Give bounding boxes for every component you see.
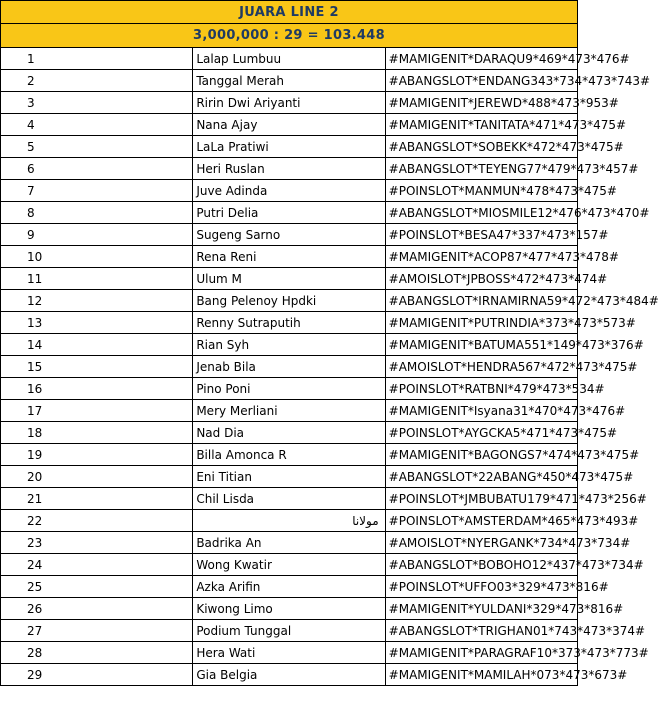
row-number: 1 [1,48,193,70]
table-row [1,400,578,422]
ticket-code: #ABANGSLOT*IRNAMIRNA59*472*473*484# [385,290,577,312]
ticket-code: #POINSLOT*AYGCKA5*471*473*475# [385,422,577,444]
table-row [1,466,578,488]
ticket-code: #ABANGSLOT*ENDANG343*734*473*743# [385,70,577,92]
table-row [1,312,578,334]
row-number: 21 [1,488,193,510]
player-name: Juve Adinda [193,180,385,202]
player-name: Mery Merliani [193,400,385,422]
table-row [1,532,578,554]
ticket-code: #ABANGSLOT*22ABANG*450*473*475# [385,466,577,488]
row-number: 25 [1,576,193,598]
player-name: Bang Pelenoy Hpdki [193,290,385,312]
player-name: مولانا [193,510,385,532]
table-row [1,378,578,400]
player-name: Ririn Dwi Ariyanti [193,92,385,114]
player-name: Lalap Lumbuu [193,48,385,70]
player-name: Rian Syh [193,334,385,356]
player-name: Heri Ruslan [193,158,385,180]
row-number: 7 [1,180,193,202]
player-name: Hera Wati [193,642,385,664]
ticket-code: #MAMIGENIT*PARAGRAF10*373*473*773# [385,642,577,664]
table-row [1,334,578,356]
player-name: Tanggal Merah [193,70,385,92]
ticket-code: #ABANGSLOT*MIOSMILE12*476*473*470# [385,202,577,224]
table-title: JUARA LINE 2 [1,1,578,24]
ticket-code: #POINSLOT*MANMUN*478*473*475# [385,180,577,202]
player-name: Nana Ajay [193,114,385,136]
row-number: 9 [1,224,193,246]
ticket-code: #ABANGSLOT*SOBEKK*472*473*475# [385,136,577,158]
player-name: Rena Reni [193,246,385,268]
player-name: Putri Delia [193,202,385,224]
player-name: Nad Dia [193,422,385,444]
ticket-code: #ABANGSLOT*TEYENG77*479*473*457# [385,158,577,180]
row-number: 13 [1,312,193,334]
row-number: 28 [1,642,193,664]
row-number: 12 [1,290,193,312]
ticket-code: #AMOISLOT*HENDRA567*472*473*475# [385,356,577,378]
ticket-code: #MAMIGENIT*YULDANI*329*473*816# [385,598,577,620]
row-number: 22 [1,510,193,532]
table-row [1,356,578,378]
row-number: 26 [1,598,193,620]
ticket-code: #MAMIGENIT*JEREWD*488*473*953# [385,92,577,114]
row-number: 18 [1,422,193,444]
ticket-code: #POINSLOT*BESA47*337*473*157# [385,224,577,246]
ticket-code: #MAMIGENIT*ACOP87*477*473*478# [385,246,577,268]
ticket-code: #AMOISLOT*NYERGANK*734*473*734# [385,532,577,554]
prize-calculation: 3,000,000 : 29 = 103.448 [1,24,578,48]
table-row [1,422,578,444]
player-name: Kiwong Limo [193,598,385,620]
table-row [1,48,578,70]
ticket-code: #ABANGSLOT*BOBOHO12*437*473*734# [385,554,577,576]
table-row [1,70,578,92]
player-name: Pino Poni [193,378,385,400]
row-number: 19 [1,444,193,466]
player-name: Wong Kwatir [193,554,385,576]
row-number: 17 [1,400,193,422]
player-name: Renny Sutraputih [193,312,385,334]
table-row [1,642,578,664]
player-name: Azka Arifin [193,576,385,598]
subtitle-row [1,24,578,48]
table-row [1,246,578,268]
table-row [1,202,578,224]
player-name: Badrika An [193,532,385,554]
row-number: 16 [1,378,193,400]
table-row [1,136,578,158]
ticket-code: #MAMIGENIT*BATUMA551*149*473*376# [385,334,577,356]
table-row [1,510,578,532]
player-name: Jenab Bila [193,356,385,378]
row-number: 23 [1,532,193,554]
table-row [1,444,578,466]
row-number: 4 [1,114,193,136]
player-name: Gia Belgia [193,664,385,686]
row-number: 20 [1,466,193,488]
ticket-code: #AMOISLOT*JPBOSS*472*473*474# [385,268,577,290]
ticket-code: #POINSLOT*AMSTERDAM*465*473*493# [385,510,577,532]
ticket-code: #POINSLOT*JMBUBATU179*471*473*256# [385,488,577,510]
table-row [1,598,578,620]
table-row [1,180,578,202]
player-name: Billa Amonca R [193,444,385,466]
player-name: Eni Titian [193,466,385,488]
row-number: 15 [1,356,193,378]
table-row [1,290,578,312]
ticket-code: #MAMIGENIT*PUTRINDIA*373*473*573# [385,312,577,334]
row-number: 27 [1,620,193,642]
player-name: Ulum M [193,268,385,290]
row-number: 11 [1,268,193,290]
ticket-code: #MAMIGENIT*DARAQU9*469*473*476# [385,48,577,70]
row-number: 14 [1,334,193,356]
row-number: 8 [1,202,193,224]
row-number: 2 [1,70,193,92]
table-row [1,576,578,598]
table-row [1,114,578,136]
ticket-code: #POINSLOT*UFFO03*329*473*816# [385,576,577,598]
row-number: 5 [1,136,193,158]
table-row [1,554,578,576]
table-row [1,224,578,246]
table-row [1,664,578,686]
row-number: 10 [1,246,193,268]
ticket-code: #MAMIGENIT*TANITATA*471*473*475# [385,114,577,136]
ticket-code: #MAMIGENIT*MAMILAH*073*473*673# [385,664,577,686]
ticket-code: #MAMIGENIT*BAGONGS7*474*473*475# [385,444,577,466]
ticket-code: #POINSLOT*RATBNI*479*473*534# [385,378,577,400]
ticket-code: #ABANGSLOT*TRIGHAN01*743*473*374# [385,620,577,642]
player-name: LaLa Pratiwi [193,136,385,158]
table-row [1,158,578,180]
ticket-code: #MAMIGENIT*Isyana31*470*473*476# [385,400,577,422]
table-row [1,620,578,642]
table-row [1,488,578,510]
table-row [1,268,578,290]
player-name: Sugeng Sarno [193,224,385,246]
title-row [1,1,578,24]
table-row [1,92,578,114]
row-number: 6 [1,158,193,180]
row-number: 24 [1,554,193,576]
player-name: Chil Lisda [193,488,385,510]
player-name: Podium Tunggal [193,620,385,642]
row-number: 3 [1,92,193,114]
row-number: 29 [1,664,193,686]
